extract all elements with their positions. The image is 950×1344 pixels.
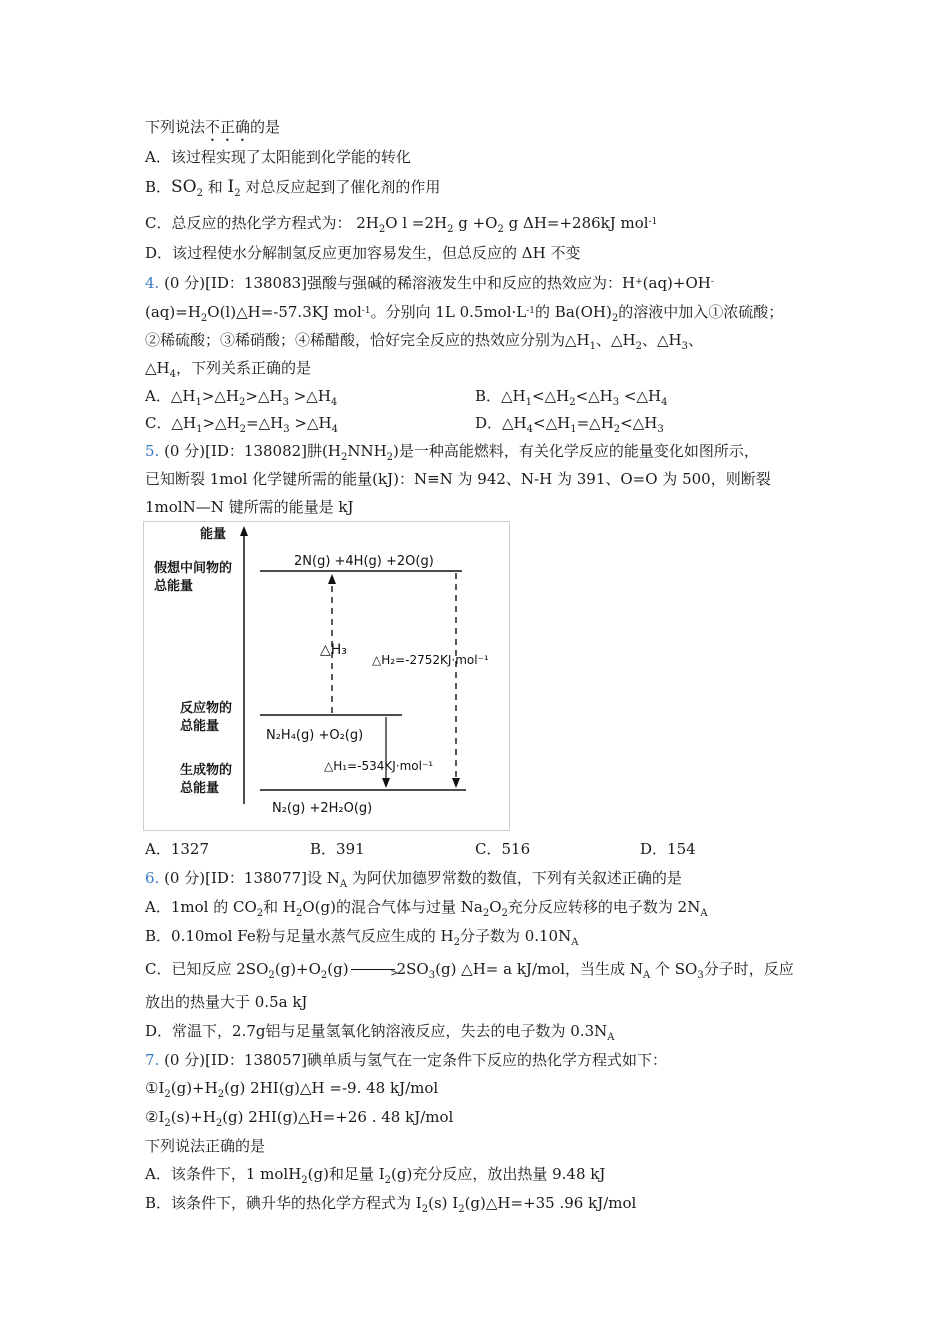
q7-eq2: $②I_2(s)+H_2(g)$ 2HI(g)△H=+26 . 48 kJ/mol — [145, 1108, 454, 1129]
axis-label: 能量 — [200, 527, 227, 542]
q6-option-b: B．0.10mol Fe粉与足量水蒸气反应生成的 $H_2$分子数为 $0.10N_A$ — [145, 927, 579, 948]
energy-diagram — [143, 521, 510, 831]
level-product-label: N₂(g) +2H₂O(g) — [272, 801, 373, 816]
dh3-label: △H₃ — [320, 642, 347, 658]
q7-stem: 下列说法正确的是 — [145, 1137, 266, 1155]
label-product-2: 总能量 — [180, 781, 220, 796]
label-intermediate-1: 假想中间物的 — [154, 561, 233, 576]
q7-head: 7. (0 分)[ID：138057]碘单质与氢气在一定条件下反应的热化学方程式如下： — [145, 1051, 668, 1069]
q4-line4: $\triangle H_4$，下列关系正确的是 — [145, 359, 312, 380]
level-intermediate-label: 2N(g) +4H(g) +2O(g) — [294, 554, 434, 569]
q4-option-b: B．$\triangle H_1<\triangle H_2<\triangle H_3$ $<\triangle H_4$ — [475, 387, 668, 408]
dh2-label: △H₂=-2752KJ·mol⁻¹ — [372, 653, 489, 667]
q3-option-a: A．该过程实现了太阳能到化学能的转化 — [145, 148, 411, 166]
level-reactant-label: N₂H₄(g) +O₂(g) — [266, 728, 364, 743]
q4-head: 4. (0 分)[ID：138083]强酸与强碱的稀溶液发生中和反应的热效应为：H+(aq)+OH- — [145, 274, 714, 292]
q3-stem: 下列说法不正确的是 — [145, 118, 281, 136]
q4-option-c: C．$\triangle H_1>\triangle H_2=\triangle H_3$ $>\triangle H_4$ — [145, 414, 338, 435]
q7-eq1: $①I_2(g)+H_2(g)$ 2HI(g)△H =-9. 48 kJ/mol — [145, 1079, 439, 1100]
q6-option-d: D．常温下，2.7g铝与足量氢氧化钠溶液反应，失去的电子数为 $0.3N_A$ — [145, 1022, 615, 1043]
q5-line2: 已知断裂 1mol 化学键所需的能量(kJ)：N≡N 为 942、N-H 为 391、O=O 为 500，则断裂 — [145, 470, 771, 488]
q7-option-b: B．该条件下，碘升华的热化学方程式为 $I_2(s)$ $I_2(g)\triangle H=+35$ .96 kJ/mol — [145, 1194, 637, 1215]
q6-head: 6. (0 分)[ID：138077]设 $N_A$ 为阿伏加德罗常数的数值，下列有关叙述正确的是 — [145, 869, 682, 890]
q5-option-c: C．516 — [475, 840, 531, 858]
q5-head: 5. (0 分)[ID：138082]肼$(H_2NNH_2)$是一种高能燃料，有关化学反应的能量变化如图所示， — [145, 442, 759, 463]
q5-option-b: B．391 — [310, 840, 365, 858]
q4-option-a: A．$\triangle H_1>\triangle H_2>\triangle H_3$ $>\triangle H_4$ — [145, 387, 338, 408]
q7-option-a: A．该条件下，1 molH$_2$(g)和足量 $I_2(g)$充分反应，放出热量 9.48 kJ — [145, 1165, 606, 1186]
dh1-label: △H₁=-534KJ·mol⁻¹ — [324, 759, 434, 773]
q6-option-a: A．1mol 的 $CO_2$和 $H_2O(g)$的混合气体与过量 $Na_2O_2$充分反应转移的电子数为 $2N_A$ — [145, 898, 708, 919]
label-intermediate-2: 总能量 — [154, 579, 194, 594]
label-reactant-1: 反应物的 — [180, 701, 233, 716]
q4-option-d: D．$\triangle H_4<\triangle H_1=\triangle H_2<\triangle H_3$ — [475, 414, 664, 435]
q3-option-b: B．$SO_2$ 和 $I_2$ 对总反应起到了催化剂的作用 — [145, 177, 441, 199]
q5-option-a: A．1327 — [145, 840, 210, 858]
q3-option-d: D．该过程使水分解制氢反应更加容易发生，但总反应的 ΔH 不变 — [145, 244, 581, 262]
q4-line3: ②稀硫酸；③稀硝酸；④稀醋酸，恰好完全反应的热效应分别为$\triangle H_1$、$\triangle H_2$、$\triangle H_3$、 — [145, 331, 704, 352]
label-product-1: 生成物的 — [180, 763, 233, 778]
q4-line2: $(aq)=H_2O(l)\triangle H=-57.3KJ$ mol$^{-1}$。分别向 1L $0.5mol\cdot L^{-1}$的 $Ba(OH)_2$的溶液中加入①浓硫酸； — [145, 303, 784, 324]
q6-option-c-1: C．已知反应 $2SO_2(g)+O_2(g)$ > $2SO_3(g)$ △H= a kJ/mol，当生成 $N_A$ 个 $SO_3$分子时，反应 — [145, 960, 794, 981]
q3-option-c: C．总反应的热化学方程式为： $2H_2O$ $l =2H_2$ $g +O_2$ g ΔH=+286kJ mol$^{-1}$ — [145, 214, 658, 235]
q5-line3: 1molN—N 键所需的能量是 kJ — [145, 498, 354, 516]
q5-option-d: D．154 — [640, 840, 696, 858]
label-reactant-2: 总能量 — [180, 719, 220, 734]
q6-option-c-2: 放出的热量大于 0.5a kJ — [145, 993, 308, 1011]
